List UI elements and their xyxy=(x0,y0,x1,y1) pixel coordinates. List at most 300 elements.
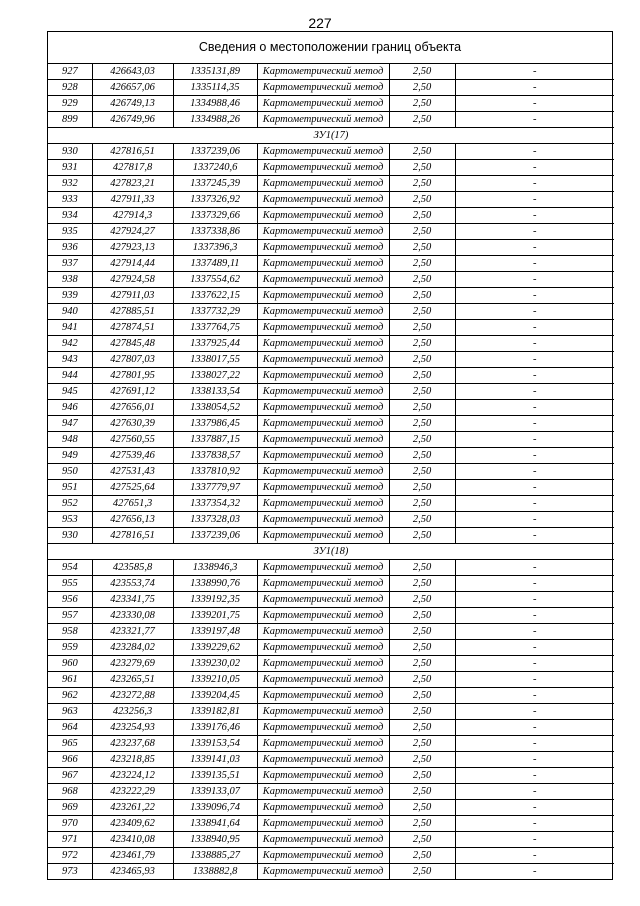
accuracy-cell: 2,50 xyxy=(389,208,455,224)
point-number-cell: 945 xyxy=(48,384,92,400)
accuracy-cell: 2,50 xyxy=(389,80,455,96)
method-cell: Картометрический метод xyxy=(257,656,389,672)
y-coordinate-cell: 1338990,76 xyxy=(173,576,257,592)
description-cell: - xyxy=(455,384,614,400)
method-cell: Картометрический метод xyxy=(257,208,389,224)
x-coordinate-cell: 423222,29 xyxy=(92,784,173,800)
y-coordinate-cell: 1339153,54 xyxy=(173,736,257,752)
point-number-cell: 939 xyxy=(48,288,92,304)
table-row xyxy=(48,528,614,544)
y-coordinate-cell: 1339192,35 xyxy=(173,592,257,608)
description-cell: - xyxy=(455,416,614,432)
x-coordinate-cell: 423461,79 xyxy=(92,848,173,864)
accuracy-cell: 2,50 xyxy=(389,304,455,320)
table-row xyxy=(48,864,614,880)
accuracy-cell: 2,50 xyxy=(389,752,455,768)
description-cell: - xyxy=(455,320,614,336)
method-cell: Картометрический метод xyxy=(257,528,389,544)
accuracy-cell: 2,50 xyxy=(389,256,455,272)
table-row xyxy=(48,384,614,400)
method-cell: Картометрический метод xyxy=(257,288,389,304)
x-coordinate-cell: 423261,22 xyxy=(92,800,173,816)
point-number-cell: 972 xyxy=(48,848,92,864)
y-coordinate-cell: 1339230,02 xyxy=(173,656,257,672)
point-number-cell: 934 xyxy=(48,208,92,224)
point-number-cell: 968 xyxy=(48,784,92,800)
coordinates-table-body xyxy=(48,64,614,879)
description-cell: - xyxy=(455,240,614,256)
method-cell: Картометрический метод xyxy=(257,192,389,208)
x-coordinate-cell: 427816,51 xyxy=(92,144,173,160)
x-coordinate-cell: 423321,77 xyxy=(92,624,173,640)
method-cell: Картометрический метод xyxy=(257,848,389,864)
point-number-cell: 927 xyxy=(48,64,92,80)
accuracy-cell: 2,50 xyxy=(389,832,455,848)
accuracy-cell: 2,50 xyxy=(389,320,455,336)
y-coordinate-cell: 1338027,22 xyxy=(173,368,257,384)
x-coordinate-cell: 427656,13 xyxy=(92,512,173,528)
x-coordinate-cell: 427914,3 xyxy=(92,208,173,224)
x-coordinate-cell: 423465,93 xyxy=(92,864,173,880)
description-cell: - xyxy=(455,688,614,704)
x-coordinate-cell: 423410,08 xyxy=(92,832,173,848)
method-cell: Картометрический метод xyxy=(257,624,389,640)
point-number-cell: 958 xyxy=(48,624,92,640)
method-cell: Картометрический метод xyxy=(257,704,389,720)
y-coordinate-cell: 1339201,75 xyxy=(173,608,257,624)
table-row xyxy=(48,160,614,176)
accuracy-cell: 2,50 xyxy=(389,688,455,704)
table-row xyxy=(48,352,614,368)
x-coordinate-cell: 427911,03 xyxy=(92,288,173,304)
table-row xyxy=(48,592,614,608)
table-row xyxy=(48,688,614,704)
description-cell: - xyxy=(455,256,614,272)
method-cell: Картометрический метод xyxy=(257,672,389,688)
point-number-cell: 970 xyxy=(48,816,92,832)
x-coordinate-cell: 427817,8 xyxy=(92,160,173,176)
point-number-cell: 957 xyxy=(48,608,92,624)
point-number-cell: 930 xyxy=(48,528,92,544)
point-number-cell: 937 xyxy=(48,256,92,272)
method-cell: Картометрический метод xyxy=(257,160,389,176)
x-coordinate-cell: 427531,43 xyxy=(92,464,173,480)
accuracy-cell: 2,50 xyxy=(389,400,455,416)
accuracy-cell: 2,50 xyxy=(389,768,455,784)
method-cell: Картометрический метод xyxy=(257,352,389,368)
point-number-cell: 943 xyxy=(48,352,92,368)
accuracy-cell: 2,50 xyxy=(389,592,455,608)
point-number-cell: 966 xyxy=(48,752,92,768)
x-coordinate-cell: 423218,85 xyxy=(92,752,173,768)
description-cell: - xyxy=(455,640,614,656)
description-cell: - xyxy=(455,816,614,832)
description-cell: - xyxy=(455,224,614,240)
table-row xyxy=(48,672,614,688)
point-number-cell: 944 xyxy=(48,368,92,384)
table-row xyxy=(48,560,614,576)
accuracy-cell: 2,50 xyxy=(389,192,455,208)
description-cell: - xyxy=(455,800,614,816)
x-coordinate-cell: 423256,3 xyxy=(92,704,173,720)
method-cell: Картометрический метод xyxy=(257,864,389,880)
description-cell: - xyxy=(455,512,614,528)
table-row xyxy=(48,704,614,720)
point-number-cell: 955 xyxy=(48,576,92,592)
description-cell: - xyxy=(455,208,614,224)
accuracy-cell: 2,50 xyxy=(389,848,455,864)
table-row xyxy=(48,336,614,352)
table-row xyxy=(48,144,614,160)
x-coordinate-cell: 423585,8 xyxy=(92,560,173,576)
accuracy-cell: 2,50 xyxy=(389,560,455,576)
description-cell: - xyxy=(455,176,614,192)
accuracy-cell: 2,50 xyxy=(389,720,455,736)
accuracy-cell: 2,50 xyxy=(389,64,455,80)
sheet-title: Сведения о местоположении границ объекта xyxy=(48,32,612,64)
description-cell: - xyxy=(455,720,614,736)
y-coordinate-cell: 1338133,54 xyxy=(173,384,257,400)
method-cell: Картометрический метод xyxy=(257,512,389,528)
y-coordinate-cell: 1337986,45 xyxy=(173,416,257,432)
table-row xyxy=(48,608,614,624)
point-number-cell: 971 xyxy=(48,832,92,848)
x-coordinate-cell: 423265,51 xyxy=(92,672,173,688)
description-cell: - xyxy=(455,368,614,384)
description-cell: - xyxy=(455,448,614,464)
method-cell: Картометрический метод xyxy=(257,256,389,272)
description-cell: - xyxy=(455,352,614,368)
y-coordinate-cell: 1335114,35 xyxy=(173,80,257,96)
description-cell: - xyxy=(455,272,614,288)
table-row xyxy=(48,272,614,288)
point-number-cell: 948 xyxy=(48,432,92,448)
table-row xyxy=(48,624,614,640)
method-cell: Картометрический метод xyxy=(257,592,389,608)
point-number-cell: 933 xyxy=(48,192,92,208)
point-number-cell: 963 xyxy=(48,704,92,720)
section-label: ЗУ1(17) xyxy=(48,128,614,144)
accuracy-cell: 2,50 xyxy=(389,336,455,352)
table-row xyxy=(48,816,614,832)
description-cell: - xyxy=(455,832,614,848)
accuracy-cell: 2,50 xyxy=(389,656,455,672)
description-cell: - xyxy=(455,768,614,784)
x-coordinate-cell: 427816,51 xyxy=(92,528,173,544)
accuracy-cell: 2,50 xyxy=(389,672,455,688)
description-cell: - xyxy=(455,704,614,720)
point-number-cell: 930 xyxy=(48,144,92,160)
accuracy-cell: 2,50 xyxy=(389,512,455,528)
x-coordinate-cell: 423272,88 xyxy=(92,688,173,704)
x-coordinate-cell: 427885,51 xyxy=(92,304,173,320)
y-coordinate-cell: 1337838,57 xyxy=(173,448,257,464)
point-number-cell: 964 xyxy=(48,720,92,736)
description-cell: - xyxy=(455,112,614,128)
table-row xyxy=(48,480,614,496)
y-coordinate-cell: 1339135,51 xyxy=(173,768,257,784)
accuracy-cell: 2,50 xyxy=(389,288,455,304)
description-cell: - xyxy=(455,592,614,608)
table-row xyxy=(48,192,614,208)
y-coordinate-cell: 1338882,8 xyxy=(173,864,257,880)
table-row xyxy=(48,368,614,384)
description-cell: - xyxy=(455,480,614,496)
method-cell: Картометрический метод xyxy=(257,224,389,240)
y-coordinate-cell: 1337326,92 xyxy=(173,192,257,208)
accuracy-cell: 2,50 xyxy=(389,576,455,592)
description-cell: - xyxy=(455,496,614,512)
y-coordinate-cell: 1337779,97 xyxy=(173,480,257,496)
method-cell: Картометрический метод xyxy=(257,112,389,128)
description-cell: - xyxy=(455,304,614,320)
y-coordinate-cell: 1334988,46 xyxy=(173,96,257,112)
method-cell: Картометрический метод xyxy=(257,336,389,352)
x-coordinate-cell: 427539,46 xyxy=(92,448,173,464)
table-row xyxy=(48,464,614,480)
y-coordinate-cell: 1337239,06 xyxy=(173,528,257,544)
x-coordinate-cell: 423237,68 xyxy=(92,736,173,752)
method-cell: Картометрический метод xyxy=(257,144,389,160)
x-coordinate-cell: 423284,02 xyxy=(92,640,173,656)
x-coordinate-cell: 423224,12 xyxy=(92,768,173,784)
description-cell: - xyxy=(455,160,614,176)
accuracy-cell: 2,50 xyxy=(389,272,455,288)
method-cell: Картометрический метод xyxy=(257,768,389,784)
y-coordinate-cell: 1337887,15 xyxy=(173,432,257,448)
description-cell: - xyxy=(455,336,614,352)
x-coordinate-cell: 427914,44 xyxy=(92,256,173,272)
description-cell: - xyxy=(455,64,614,80)
table-row xyxy=(48,400,614,416)
accuracy-cell: 2,50 xyxy=(389,240,455,256)
accuracy-cell: 2,50 xyxy=(389,368,455,384)
method-cell: Картометрический метод xyxy=(257,496,389,512)
page-number: 227 xyxy=(308,15,332,31)
y-coordinate-cell: 1338946,3 xyxy=(173,560,257,576)
method-cell: Картометрический метод xyxy=(257,560,389,576)
method-cell: Картометрический метод xyxy=(257,240,389,256)
accuracy-cell: 2,50 xyxy=(389,736,455,752)
accuracy-cell: 2,50 xyxy=(389,608,455,624)
table-row xyxy=(48,832,614,848)
method-cell: Картометрический метод xyxy=(257,800,389,816)
x-coordinate-cell: 427651,3 xyxy=(92,496,173,512)
y-coordinate-cell: 1339141,03 xyxy=(173,752,257,768)
method-cell: Картометрический метод xyxy=(257,448,389,464)
table-row xyxy=(48,208,614,224)
point-number-cell: 965 xyxy=(48,736,92,752)
section-label: ЗУ1(18) xyxy=(48,544,614,560)
description-cell: - xyxy=(455,80,614,96)
y-coordinate-cell: 1337732,29 xyxy=(173,304,257,320)
point-number-cell: 936 xyxy=(48,240,92,256)
description-cell: - xyxy=(455,288,614,304)
section-row xyxy=(48,128,614,144)
point-number-cell: 950 xyxy=(48,464,92,480)
table-row xyxy=(48,512,614,528)
point-number-cell: 953 xyxy=(48,512,92,528)
accuracy-cell: 2,50 xyxy=(389,496,455,512)
point-number-cell: 941 xyxy=(48,320,92,336)
y-coordinate-cell: 1338941,64 xyxy=(173,816,257,832)
x-coordinate-cell: 427911,33 xyxy=(92,192,173,208)
y-coordinate-cell: 1337396,3 xyxy=(173,240,257,256)
method-cell: Картометрический метод xyxy=(257,384,389,400)
accuracy-cell: 2,50 xyxy=(389,176,455,192)
description-cell: - xyxy=(455,432,614,448)
method-cell: Картометрический метод xyxy=(257,368,389,384)
point-number-cell: 967 xyxy=(48,768,92,784)
x-coordinate-cell: 427525,64 xyxy=(92,480,173,496)
x-coordinate-cell: 423553,74 xyxy=(92,576,173,592)
y-coordinate-cell: 1339096,74 xyxy=(173,800,257,816)
accuracy-cell: 2,50 xyxy=(389,416,455,432)
table-row xyxy=(48,448,614,464)
table-row xyxy=(48,224,614,240)
method-cell: Картометрический метод xyxy=(257,320,389,336)
y-coordinate-cell: 1337925,44 xyxy=(173,336,257,352)
table-row xyxy=(48,752,614,768)
description-cell: - xyxy=(455,464,614,480)
method-cell: Картометрический метод xyxy=(257,464,389,480)
y-coordinate-cell: 1339229,62 xyxy=(173,640,257,656)
x-coordinate-cell: 427560,55 xyxy=(92,432,173,448)
accuracy-cell: 2,50 xyxy=(389,384,455,400)
table-row xyxy=(48,416,614,432)
table-row xyxy=(48,80,614,96)
point-number-cell: 956 xyxy=(48,592,92,608)
y-coordinate-cell: 1339133,07 xyxy=(173,784,257,800)
accuracy-cell: 2,50 xyxy=(389,112,455,128)
table-row xyxy=(48,288,614,304)
x-coordinate-cell: 426643,03 xyxy=(92,64,173,80)
point-number-cell: 960 xyxy=(48,656,92,672)
description-cell: - xyxy=(455,672,614,688)
method-cell: Картометрический метод xyxy=(257,720,389,736)
accuracy-cell: 2,50 xyxy=(389,528,455,544)
point-number-cell: 899 xyxy=(48,112,92,128)
y-coordinate-cell: 1337489,11 xyxy=(173,256,257,272)
table-row xyxy=(48,848,614,864)
table-row xyxy=(48,320,614,336)
y-coordinate-cell: 1337554,62 xyxy=(173,272,257,288)
x-coordinate-cell: 426657,06 xyxy=(92,80,173,96)
accuracy-cell: 2,50 xyxy=(389,816,455,832)
description-cell: - xyxy=(455,96,614,112)
x-coordinate-cell: 423330,08 xyxy=(92,608,173,624)
x-coordinate-cell: 423254,93 xyxy=(92,720,173,736)
point-number-cell: 954 xyxy=(48,560,92,576)
x-coordinate-cell: 427923,13 xyxy=(92,240,173,256)
table-row xyxy=(48,768,614,784)
accuracy-cell: 2,50 xyxy=(389,96,455,112)
point-number-cell: 951 xyxy=(48,480,92,496)
x-coordinate-cell: 427924,27 xyxy=(92,224,173,240)
point-number-cell: 947 xyxy=(48,416,92,432)
x-coordinate-cell: 423409,62 xyxy=(92,816,173,832)
accuracy-cell: 2,50 xyxy=(389,144,455,160)
x-coordinate-cell: 427924,58 xyxy=(92,272,173,288)
x-coordinate-cell: 427801,95 xyxy=(92,368,173,384)
table-row xyxy=(48,432,614,448)
table-row xyxy=(48,496,614,512)
point-number-cell: 949 xyxy=(48,448,92,464)
y-coordinate-cell: 1337240,6 xyxy=(173,160,257,176)
description-cell: - xyxy=(455,624,614,640)
x-coordinate-cell: 426749,96 xyxy=(92,112,173,128)
point-number-cell: 929 xyxy=(48,96,92,112)
point-number-cell: 969 xyxy=(48,800,92,816)
y-coordinate-cell: 1334988,26 xyxy=(173,112,257,128)
x-coordinate-cell: 427630,39 xyxy=(92,416,173,432)
point-number-cell: 928 xyxy=(48,80,92,96)
description-cell: - xyxy=(455,736,614,752)
y-coordinate-cell: 1339182,81 xyxy=(173,704,257,720)
x-coordinate-cell: 427656,01 xyxy=(92,400,173,416)
description-cell: - xyxy=(455,752,614,768)
point-number-cell: 952 xyxy=(48,496,92,512)
point-number-cell: 942 xyxy=(48,336,92,352)
accuracy-cell: 2,50 xyxy=(389,448,455,464)
accuracy-cell: 2,50 xyxy=(389,704,455,720)
y-coordinate-cell: 1337354,32 xyxy=(173,496,257,512)
point-number-cell: 946 xyxy=(48,400,92,416)
y-coordinate-cell: 1338940,95 xyxy=(173,832,257,848)
point-number-cell: 935 xyxy=(48,224,92,240)
description-cell: - xyxy=(455,192,614,208)
y-coordinate-cell: 1338017,55 xyxy=(173,352,257,368)
accuracy-cell: 2,50 xyxy=(389,464,455,480)
method-cell: Картометрический метод xyxy=(257,640,389,656)
y-coordinate-cell: 1337764,75 xyxy=(173,320,257,336)
x-coordinate-cell: 423341,75 xyxy=(92,592,173,608)
boundary-sheet xyxy=(47,31,613,880)
point-number-cell: 940 xyxy=(48,304,92,320)
description-cell: - xyxy=(533,865,537,877)
table-row xyxy=(48,256,614,272)
description-cell: - xyxy=(455,848,614,864)
section-row xyxy=(48,544,614,560)
y-coordinate-cell: 1339197,48 xyxy=(173,624,257,640)
x-coordinate-cell: 427874,51 xyxy=(92,320,173,336)
y-coordinate-cell: 1338054,52 xyxy=(173,400,257,416)
method-cell: Картометрический метод xyxy=(257,400,389,416)
method-cell: Картометрический метод xyxy=(257,64,389,80)
x-coordinate-cell: 426749,13 xyxy=(92,96,173,112)
accuracy-cell: 2,50 xyxy=(389,480,455,496)
y-coordinate-cell: 1337328,03 xyxy=(173,512,257,528)
y-coordinate-cell: 1339176,46 xyxy=(173,720,257,736)
table-row xyxy=(48,720,614,736)
accuracy-cell: 2,50 xyxy=(389,624,455,640)
description-cell: - xyxy=(455,400,614,416)
method-cell: Картометрический метод xyxy=(257,96,389,112)
y-coordinate-cell: 1337329,66 xyxy=(173,208,257,224)
point-number-cell: 932 xyxy=(48,176,92,192)
x-coordinate-cell: 427807,03 xyxy=(92,352,173,368)
y-coordinate-cell: 1339204,45 xyxy=(173,688,257,704)
method-cell: Картометрический метод xyxy=(257,816,389,832)
point-number-cell: 962 xyxy=(48,688,92,704)
table-row xyxy=(48,640,614,656)
method-cell: Картометрический метод xyxy=(257,832,389,848)
accuracy-cell: 2,50 xyxy=(389,224,455,240)
method-cell: Картометрический метод xyxy=(257,416,389,432)
point-number-cell: 961 xyxy=(48,672,92,688)
method-cell: Картометрический метод xyxy=(257,784,389,800)
table-row xyxy=(48,176,614,192)
